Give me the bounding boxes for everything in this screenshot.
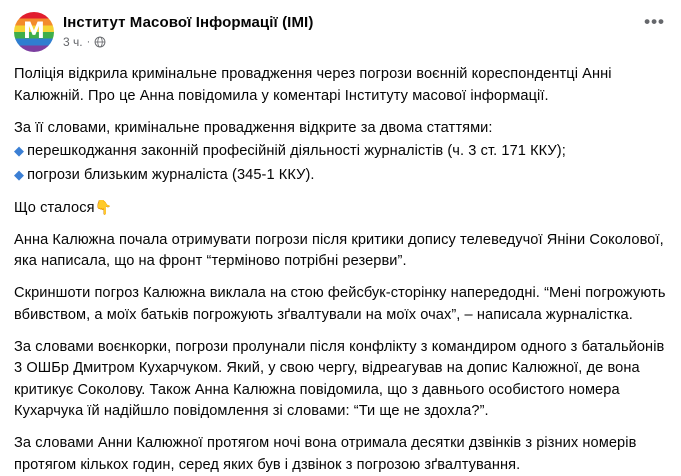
diamond-bullet-icon: ◆ (14, 166, 25, 182)
post-paragraph: Анна Калюжна почала отримувати погрози після критики допису телеведучої Яніни Соколової, яка написала, що на фронт “терміново потрібні резерви”. (14, 231, 664, 269)
meta-separator: · (86, 35, 91, 48)
post-header-text (63, 10, 313, 51)
post-paragraph: За словами Анни Калюжної протягом ночі вона отримала десятки дзвінків з різних номерів протягом кількох годин, серед яких був і дзвінок з погрозою зґвалтування. (14, 435, 637, 473)
what-happened-line (14, 197, 667, 220)
post-body (14, 64, 667, 476)
post-header (14, 10, 667, 56)
list-item (14, 140, 667, 163)
what-happened-label: Що сталося (14, 199, 95, 216)
diamond-bullet-icon: ◆ (14, 143, 25, 158)
list-item-label: погрози близьким журналіста (345-1 ККУ). (27, 166, 315, 183)
post-timestamp[interactable]: 3 ч. (63, 34, 83, 49)
list-item-label: перешкоджання законній професійній діяльності журналістів (ч. 3 ст. 171 ККУ); (27, 143, 566, 159)
post-meta (63, 35, 313, 49)
avatar-initial: M (23, 19, 45, 44)
post-options-button[interactable]: ••• (644, 12, 665, 31)
post-paragraph: За словами воєнкорки, погрози пролунали після конфлікту з командиром одного з батальйонів 3 ОШБр Дмитром Кухарчуком. Який, у свою чергу, відреагував на допис Калюжної, де вона критикує Соколову. Також Анна Калюжна повідомила, що з давнього особистого номера Кухарчука їй надійшло повідомлення зі словами: “Ти ще не здохла?”. (14, 338, 665, 419)
avatar[interactable] (14, 12, 54, 52)
globe-icon (94, 36, 106, 48)
post-paragraph: За її словами, кримінальне провадження відкрите за двома статтями: (14, 119, 493, 136)
page-name[interactable]: Інститут Масової Інформації (ІМІ) (63, 13, 314, 31)
pointing-down-icon: 👇 (94, 198, 113, 215)
list-item (14, 164, 667, 187)
post-paragraph: Скриншоти погроз Калюжна виклала на стою фейсбук-сторінку напередодні. “Мені погрожують вбивством, а моїх батьків погрожують зґвалтували на моїх очах”, – написала журналістка. (14, 285, 666, 323)
post-paragraph: Поліція відкрила кримінальне провадження через погрози воєнній кореспондентці Анні Калюжній. Про це Анна повідомила у коментарі Інституту масової інформації. (14, 66, 612, 104)
